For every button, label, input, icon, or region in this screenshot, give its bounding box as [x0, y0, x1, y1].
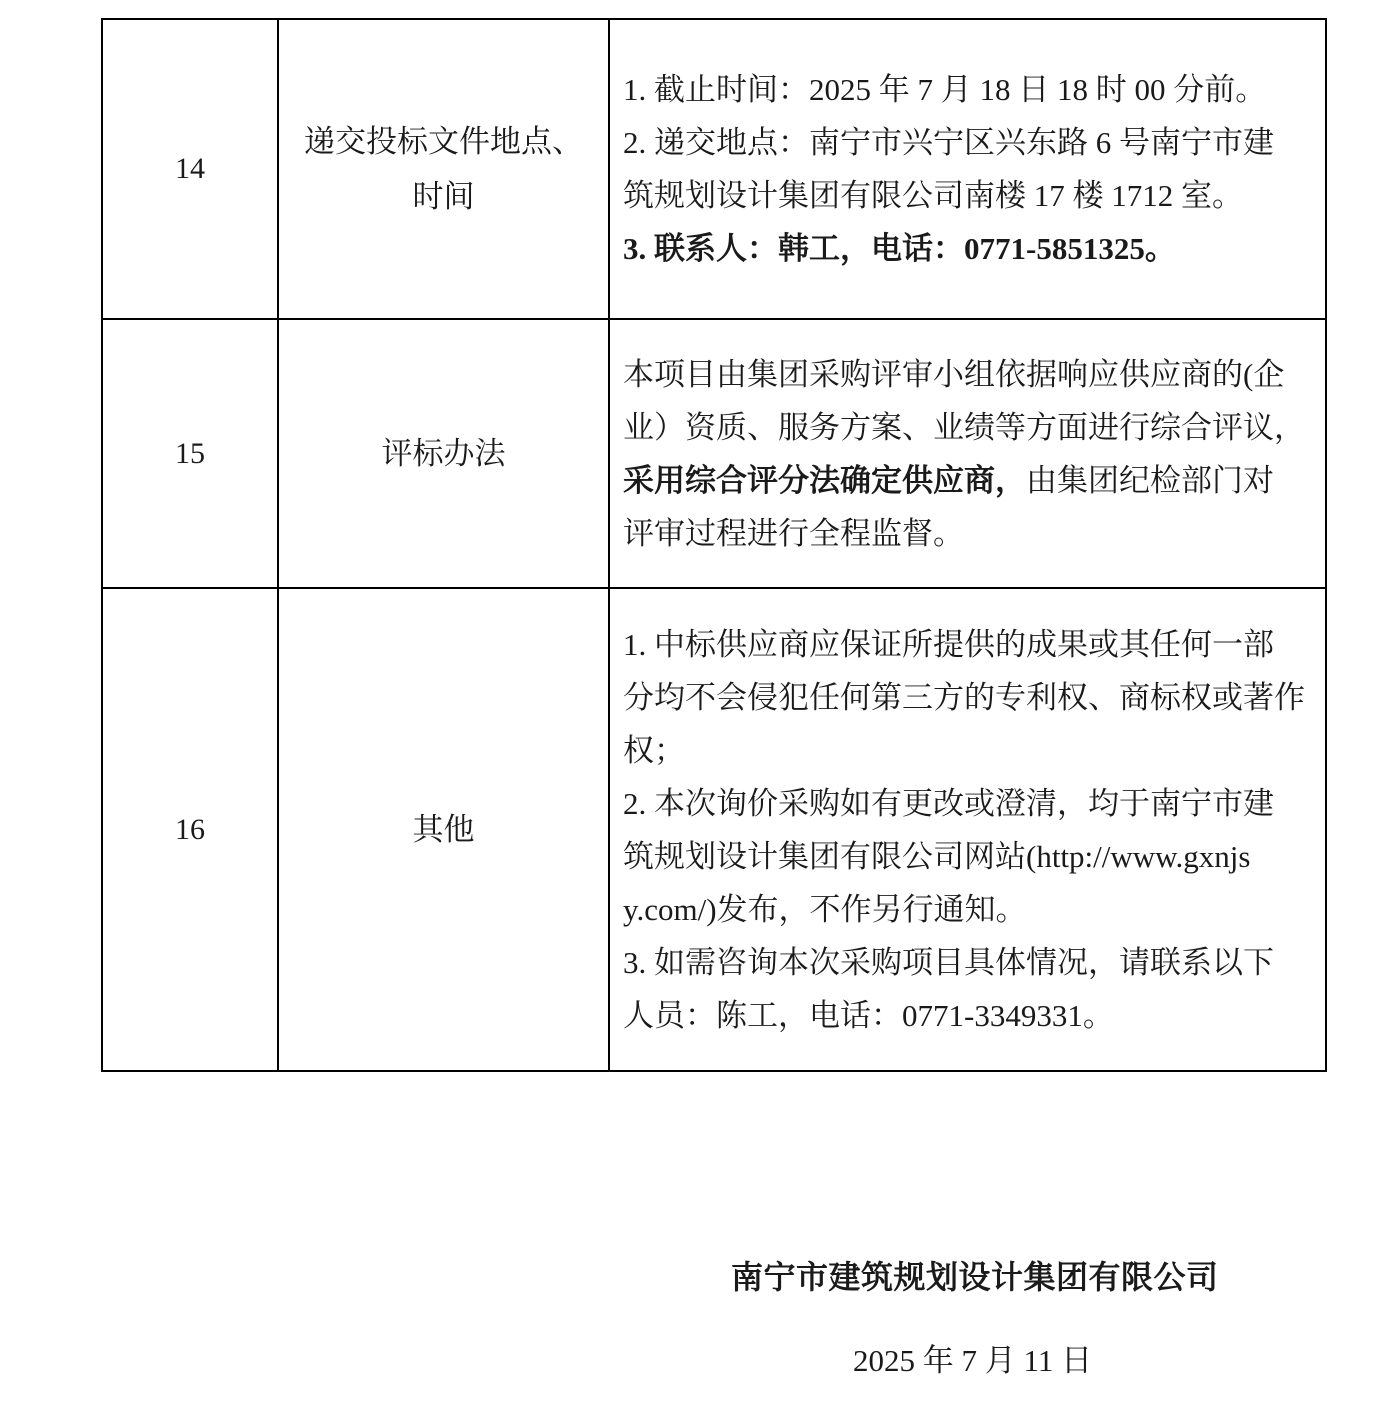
row-label-cell [278, 319, 609, 588]
content-line [623, 777, 1313, 830]
content-line [623, 989, 1313, 1042]
text-segment: 评审过程进行全程监督。 [623, 515, 964, 551]
content-line [623, 507, 1313, 560]
content-line [623, 724, 1313, 777]
content-line [623, 618, 1313, 671]
text-segment: 本项目由集团采购评审小组依据响应供应商的(企 [623, 356, 1285, 392]
row-content-cell [609, 588, 1326, 1071]
text-segment: 1. 中标供应商应保证所提供的成果或其任何一部 [623, 626, 1274, 662]
text-segment: 业）资质、服务方案、业绩等方面进行综合评议， [623, 409, 1305, 445]
content-line [623, 116, 1313, 169]
row-number-cell: 15 [102, 319, 278, 588]
content-line [623, 883, 1313, 936]
content-line [623, 222, 1313, 275]
table-row [102, 319, 1326, 588]
text-segment: y.com/)发布，不作另行通知。 [623, 891, 1027, 927]
signature-date: 2025 年 7 月 11 日 [853, 1343, 1093, 1378]
signature-company-name: 南宁市建筑规划设计集团有限公司 [731, 1259, 1219, 1295]
content-line [623, 830, 1313, 883]
content-line [623, 401, 1313, 454]
text-segment: 人员：陈工，电话：0771-3349331。 [623, 997, 1114, 1033]
label-line: 递交投标文件地点、 [304, 124, 583, 159]
label-line: 其他 [412, 812, 475, 847]
text-segment: 3. 如需咨询本次采购项目具体情况，请联系以下 [623, 944, 1274, 980]
text-segment: 筑规划设计集团有限公司南楼 17 楼 1712 室。 [623, 178, 1243, 213]
table-row [102, 588, 1326, 1071]
label-line: 时间 [412, 179, 475, 214]
row-number-cell: 16 [102, 588, 278, 1071]
row-number-cell: 14 [102, 19, 278, 319]
text-segment: 1. 截止时间：2025 年 7 月 18 日 18 时 00 分前。 [623, 72, 1267, 107]
label-line: 评标办法 [381, 436, 506, 471]
content-line [623, 936, 1313, 989]
row-label-cell [278, 588, 609, 1071]
row-content-cell [609, 19, 1326, 319]
text-segment: 2. 本次询价采购如有更改或澄清，均于南宁市建 [623, 785, 1274, 821]
text-segment: 3. 联系人：韩工，电话：0771-5851325。 [623, 231, 1176, 266]
text-segment: 权； [623, 732, 685, 768]
procurement-info-table [101, 18, 1327, 1072]
content-line [623, 63, 1313, 116]
text-segment: 筑规划设计集团有限公司网站(http://www.gxnjs [623, 838, 1251, 874]
text-segment: 2. 递交地点：南宁市兴宁区兴东路 6 号南宁市建 [623, 125, 1274, 160]
content-line [623, 169, 1313, 222]
content-line [623, 671, 1313, 724]
content-line [623, 348, 1313, 401]
text-segment: 采用综合评分法确定供应商， [623, 462, 1026, 498]
row-content-cell [609, 319, 1326, 588]
text-segment: 由集团纪检部门对 [1026, 462, 1274, 498]
content-line [623, 454, 1313, 507]
text-segment: 分均不会侵犯任何第三方的专利权、商标权或著作 [623, 679, 1305, 715]
row-label-cell [278, 19, 609, 319]
table-row [102, 19, 1326, 319]
